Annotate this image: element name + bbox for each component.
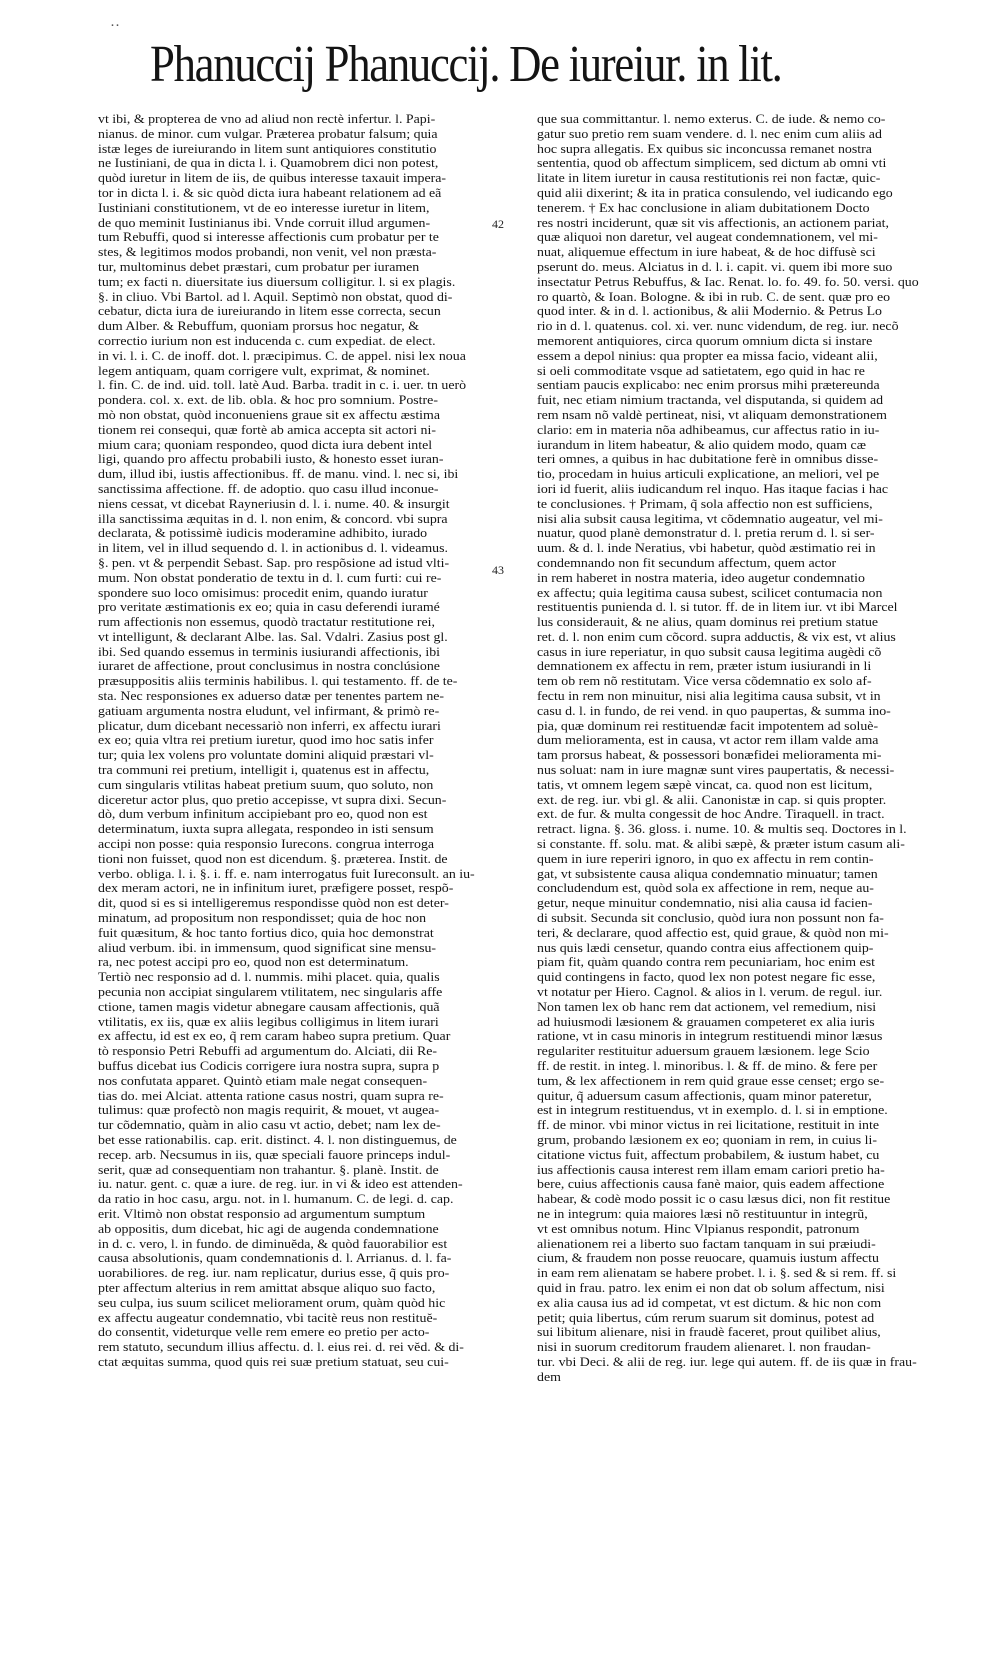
text-line: getur, neque minuitur condemnatio, nisi alia causa id facien- — [537, 896, 873, 911]
text-line: alienationem rei a liberto suo factam tanquam in sui præiudi- — [537, 1236, 876, 1251]
text-line: tio, procedam in huius articuli explicatione, an meliori, vel pe — [537, 467, 880, 482]
text-line: si oeli commoditate vsque ad satietatem, ego quid in hac re — [537, 363, 865, 378]
text-line: in litem, vel in illud sequendo d. l. in actionibus d. l. videamus. — [98, 541, 448, 556]
text-line: quem in iure reperiri ignoro, in quo ex affectu in rem contin- — [537, 851, 874, 866]
text-line: tor in dicta l. i. & sic quòd dicta iura habeant relationem ad eã — [98, 185, 442, 200]
text-line: mò non obstat, quòd inconueniens graue sit ex affectu æstima — [98, 407, 440, 422]
text-line: ctione, tamen magis videtur abnegare causam affectionis, quã — [98, 999, 440, 1014]
text-line: essem a depol ninius: qua propter ea missa facio, videant alii, — [537, 348, 878, 363]
margin-number: 42 — [492, 217, 504, 231]
text-line: tur, multominus debet præstari, cum probatur per iuramen — [98, 259, 420, 274]
text-line: vt ibi, & propterea de vno ad aliud non rectè infertur. l. Papi- — [98, 112, 436, 126]
text-line: quid contingens in facto, quod lex non potest negare fic esse, — [537, 970, 876, 985]
text-line: rem nsam nõ valdè pertineat, nisi, vt aliquam demonstrationem — [537, 407, 887, 422]
text-line: sententia, quod ob affectum simplicem, sed dictum ab omni vti — [537, 156, 887, 171]
text-line: lus considerauit, & ne alius, quam dominus rei pretium statue — [537, 615, 879, 630]
text-line: niens cessat, vt dicebat Rayneriusin d. l. i. nume. 40. & insurgit — [98, 496, 450, 511]
text-line: sui libitum alienare, nisi in fraudè faceret, prout quilibet alius, — [537, 1325, 881, 1340]
margin-number: 43 — [492, 563, 504, 577]
text-line: vt est omnibus notum. Hinc Vlpianus respondit, patronum — [537, 1221, 860, 1236]
text-line: ext. de fur. & multa congessit de hoc Andre. Tiraquell. in tract. — [537, 807, 885, 822]
text-line: tur. vbi Deci. & alii de reg. iur. lege qui autem. ff. de iis quæ in frau- — [537, 1354, 917, 1369]
text-line: si constante. ff. solu. mat. & alibi sæpè, & præter istum casum ali- — [537, 837, 905, 852]
text-line: quid in frau. patro. lex enim ei non dat ob solum affectum, nisi — [537, 1280, 885, 1295]
text-line: dit, quod si es si intelligeremus respondisse quòd non est deter- — [98, 896, 449, 911]
text-line: correctio iurium non est inducenda c. cum expediat. de elect. — [98, 333, 436, 348]
text-line: seu culpa, ius suum scilicet meliorament orum, quàm quòd hic — [98, 1295, 446, 1310]
text-line: quæ aliquoi non daretur, vel augeat condemnationem, vel mi- — [537, 230, 878, 245]
text-line: gatiuam argumenta nostra eludunt, vel infirmant, & primò re- — [98, 703, 440, 718]
text-line: dò, dum verbum infinitum accipiebant pro eo, quod non est — [98, 807, 428, 822]
text-line: casus in iure reperiatur, in quo subsit causa legitima augèdi cõ — [537, 644, 882, 659]
text-line: ex affectu augeatur condemnatio, vbi tacitè reus non restituĕ- — [98, 1310, 438, 1325]
text-line: ex alia causa ius ad id competat, vt est dictum. & hic non com — [537, 1295, 882, 1310]
text-line: vtilitatis, ex iis, quæ ex aliis legibus colligimus in litem iurari — [98, 1014, 439, 1029]
text-line: Iustiniani constitutionem, vt de eo interesse iuretur in litem, — [98, 200, 430, 215]
text-line: §. in cliuo. Vbi Bartol. ad l. Aquil. Septimò non obstat, quod di- — [98, 289, 453, 304]
text-line: gatur suo pretio rem suam vendere. d. l. nec enim cum aliis ad — [537, 126, 882, 141]
text-line: casu d. l. in fundo, de rei vend. in quo paupertas, & summa ino- — [537, 703, 891, 718]
text-line: erit. Vltimò non obstat responsio ad argumentum sumptum — [98, 1206, 426, 1221]
text-line: teri omnes, a quibus in hac dubitatione ferè in omnibus disse- — [537, 452, 879, 467]
text-line: ligi, quando pro affectu probabili iusto, & honesto esset iuran- — [98, 452, 444, 467]
text-line: l. fin. C. de ind. uid. toll. latè Aud. Barba. tradit in c. i. uer. tn uerò — [98, 378, 467, 393]
text-line: petit; quia libertus, cúm rerum suarum sit dominus, potest ad — [537, 1310, 875, 1325]
text-line: declarata, & potissimè iudicis moderamine adhibito, iurado — [98, 526, 428, 541]
text-line: ne in integrum: quia maiores læsi nõ restituuntur in integrũ, — [537, 1206, 868, 1221]
text-line: tò responsio Petri Rebuffi ad argumentum do. Alciati, dii Re- — [98, 1044, 438, 1059]
text-line: quod inter. & in d. l. actionibus, & alii Modernio. & Petrus Lo — [537, 304, 882, 319]
text-line: ret. d. l. non enim cum cõcord. supra adductis, & vix est, vt alius — [537, 629, 896, 644]
text-line: §. pen. vt & perpendit Sebast. Sap. pro respõsione ad istud vlti- — [98, 555, 450, 570]
text-line: tam prorsus habeat, & possessori bonæfidei melioramenta mi- — [537, 748, 882, 763]
text-line: do consentit, videturque velle rem emere eo pretio per acto- — [98, 1325, 430, 1340]
text-line: cium, & fraudem non posse reuocare, quamuis iustum affectu — [537, 1251, 879, 1266]
text-line: iori id fuerit, aliis iudicandum rel inquo. Has itaque facias i hac — [537, 481, 889, 496]
text-line: memorent antiquiores, circa quorum omnium dicta si instare — [537, 333, 873, 348]
text-line: nisi alia subsit causa legitima, vt cõdemnatio augeatur, vel mi- — [537, 511, 883, 526]
text-line: serit, quæ ad consequentiam non trahantur. §. planè. Instit. de — [98, 1162, 439, 1177]
text-line: quitur, q̃ aduersum casum affectionis, quam minor pateretur, — [537, 1088, 872, 1103]
text-line: vt notatur per Hiero. Cagnol. & alios in l. verum. de regul. iur. — [537, 985, 883, 1000]
text-line: causa absolutionis, quam condemnationis d. l. Arrianus. d. l. fa- — [98, 1251, 452, 1266]
text-line: ext. de reg. iur. vbi gl. & alii. Canonistæ in cap. si quis propter. — [537, 792, 887, 807]
text-line: tum, & lex affectionem in rem quid graue esse censet; ergo se- — [537, 1073, 885, 1088]
text-line: iuraret de affectione, prout conclusimus in nostra conclúsione — [98, 659, 440, 674]
text-line: insectatur Petrus Rebuffus, & Iac. Renat. lo. fo. 49. fo. 50. versi. quo — [537, 274, 919, 289]
text-line: rum affectionis non essemus, quodò tractatur restitutione rei, — [98, 615, 435, 630]
text-line: sanctissima affectione. ff. de adoptio. quo casu illud inconue- — [98, 481, 439, 496]
text-line: nus soluat: nam in iure magnæ sunt vires paupertatis, & necessi- — [537, 763, 895, 778]
text-line: tur; quia lex volens pro voluntate domini aliquid præstari vl- — [98, 748, 434, 763]
text-line: legem antiquam, quam corrigere vult, exprimat, & nominet. — [98, 363, 430, 378]
text-line: in d. c. vero, l. in fundo. de diminuĕda, & quòd fauorabilior est — [98, 1236, 448, 1251]
text-line: nus quis lædi censetur, quando contra eius affectionem quip- — [537, 940, 874, 955]
text-line: nisi in suorum creditorum fraudem alienaret. l. non fraudan- — [537, 1340, 871, 1355]
text-line: retract. ligna. §. 36. gloss. i. nume. 10. & multis seq. Doctores in l. — [537, 822, 907, 837]
text-line: demnationem ex affectu in rem, præter istum iusiurandi in li — [537, 659, 872, 674]
text-line: ff. de minor. vbi minor victus in rei licitatione, restituit in inte — [537, 1118, 880, 1133]
text-line: uorabiliores. de reg. iur. nam replicatur, durius esse, q̃ quis pro- — [98, 1266, 450, 1281]
text-line: dum Alber. & Rebuffum, quoniam prorsus hoc negatur, & — [98, 319, 420, 334]
text-line: Non tamen lex ob hanc rem dat actionem, vel remedium, nisi — [537, 999, 877, 1014]
text-line: bere, cuius affectionis causa fanè maior, quis eadem affectione — [537, 1177, 885, 1192]
text-line: aliud verbum. ibi. in immensum, quod significat sine mensu- — [98, 940, 437, 955]
text-line: mium cara; quoniam respondeo, quod dicta iura debent intel — [98, 437, 433, 452]
text-line: ibi. Sed quando essemus in terminis iusiurandi affectionis, ibi — [98, 644, 441, 659]
text-line: pter affectum alterius in rem amittat absque aliquo suo facto, — [98, 1280, 436, 1295]
text-line: que sua committantur. l. nemo exterus. C. de iude. & nemo co- — [537, 112, 886, 126]
text-line: ex affectu, id est ex eo, q̃ rem caram habeo supra pretium. Quar — [98, 1029, 451, 1044]
text-line: da ratio in hoc casu, argu. not. in l. humanum. C. de legi. d. cap. — [98, 1192, 454, 1207]
text-line: tias do. mei Alciat. attenta ratione casus nostri, quam supra re- — [98, 1088, 444, 1103]
text-line: nuatur, quod planè demonstratur d. l. pretia rerum d. l. si ser- — [537, 526, 875, 541]
text-line: sentiam paucis explicabo: nec enim prorsus mihi prætereunda — [537, 378, 880, 393]
text-line: cebatur, dicta iura de iureiurando in litem esse correcta, secun — [98, 304, 441, 319]
text-line: diceretur actor plus, quo pretio accepisse, vt supra dixi. Secun- — [98, 792, 447, 807]
text-line: Tertiò nec responsio ad d. l. nummis. mihi placet. quia, qualis — [98, 970, 440, 985]
text-line: condemnando non fit secundum affectum, quem actor — [537, 555, 837, 570]
text-line: citatione victus fuit, affectum probabilem, & iustum habet, cu — [537, 1147, 880, 1162]
text-line: iurandum in litem habeatur, & alio quidem modo, quam cæ — [537, 437, 866, 452]
text-line: rio in d. l. quatenus. col. xi. ver. nunc videndum, de reg. iur. necõ — [537, 319, 899, 334]
text-line: dum, illud ibi, iustis affectionibus. ff. de manu. vind. l. nec si, ibi — [98, 467, 459, 482]
text-line: in eam rem alienatam se habere probet. l. i. §. sed & si rem. ff. si — [537, 1266, 897, 1281]
text-line: ne Iustiniani, de qua in dicta l. i. Quamobrem dici non potest, — [98, 156, 439, 171]
text-line: res nostri inciderunt, quæ sit vis affectionis, an actionem pariat, — [537, 215, 889, 230]
text-line: plicatur, dum dicebant necessariò non inferri, ex affectu iurari — [98, 718, 441, 733]
text-line: fuit quæsitum, & hoc tanto fortius dico, quia hoc demonstrat — [98, 925, 434, 940]
text-line: est in integrum restituendus, vt in exemplo. d. l. si in emptione. — [537, 1103, 888, 1118]
right-column — [537, 112, 957, 1385]
text-line: nos confutata apparet. Quintò etiam male negat consequen- — [98, 1073, 428, 1088]
top-mark: ·· — [110, 18, 120, 34]
text-line: ab oppositis, dum dicebat, hic agi de augenda condemnatione — [98, 1221, 439, 1236]
text-line: mum. Non obstat ponderatio de textu in d. l. cum furti: cui re- — [98, 570, 442, 585]
text-line: tionem rei consequi, quæ fortè ab amica accepta sit actori ni- — [98, 422, 436, 437]
text-line: quid alii dixerint; & ita in pratica consulendo, vel iudicando ego — [537, 185, 893, 200]
text-line: nuat, aliquemue effectum in iure habeat, & de hoc diffusè sci — [537, 245, 876, 260]
text-line: te conclusiones. † Primam, q̃ sola affectio non est sufficiens, — [537, 496, 873, 511]
running-head: Phanuccij Phanuccij. De iureiur. in lit. — [150, 36, 782, 93]
text-line: in rem haberet in nostra materia, ideo augetur condemnatio — [537, 570, 865, 585]
text-line: fuit, nec etiam nimium tractanda, vel disputanda, si quidem ad — [537, 393, 884, 408]
text-line: pserunt do. meus. Alciatus in d. l. i. capit. vi. quem ibi more suo — [537, 259, 893, 274]
text-line: concludendum est, quòd sola ex affectione in rem, neque au- — [537, 881, 874, 896]
text-line: ex affectu; quia legitima causa subest, scilicet contumacia non — [537, 585, 883, 600]
text-line: tra communi rei pretium, intelligit i, quatenus est in affectu, — [98, 763, 430, 778]
text-line: accipi non posse: quia responsio Iurecons. congrua interroga — [98, 837, 435, 852]
text-line: habear, & codè modo possit ic o casu læsus dici, non fit restitue — [537, 1192, 891, 1207]
text-line: istæ leges de iureiurando in litem sunt antiquiores constitutio — [98, 141, 437, 156]
text-line: ro quartò, & Ioan. Bologne. & ibi in rub. C. de sent. quæ pro eo — [537, 289, 891, 304]
text-line: restituentis punienda d. l. si tutor. ff. de in litem iur. vt ibi Marcel — [537, 600, 898, 615]
text-line: quòd iuretur in litem de iis, de quibus interesse taxauit impera- — [98, 171, 447, 186]
text-line: de quo meminit Iustinianus ibi. Vnde corruit illud argumen- — [98, 215, 431, 230]
text-line: tum; ex facti n. diuersitate ius diuersum colligitur. l. si ex plagis. — [98, 274, 456, 289]
text-line: piam fit, quàm quando contra rem pecuniariam, hoc enim est — [537, 955, 875, 970]
text-line: litate in litem iuretur in causa restitutionis rei non factæ, quic- — [537, 171, 881, 186]
text-line: dum melioramenta, est in causa, vt actor rem illam valde ama — [537, 733, 879, 748]
text-line: buffus dicebat ius Codicis corrigere iura nostra supra, supra p — [98, 1059, 440, 1073]
text-line: ra, nec potest accipi pro eo, quod non est determinatum. — [98, 955, 409, 970]
text-line: pia, quæ dominum rei restituendæ facit impotentem ad soluè- — [537, 718, 879, 733]
text-line: iu. natur. gent. c. quæ a iure. de reg. iur. in vi & ideo est attenden- — [98, 1177, 463, 1192]
text-line: minatum, ad propositum non respondisset; quia de hoc non — [98, 911, 427, 926]
text-line: dex meram actori, ne in infinitum iuret, præfigere posset, respõ- — [98, 881, 454, 896]
text-line: spondere suo loco omisimus: procedit enim, quando iuratur — [98, 585, 428, 600]
text-line: nianus. de minor. cum vulgar. Præterea probatur falsum; quia — [98, 126, 438, 141]
text-line: ff. de restit. in integ. l. minoribus. l. & ff. de mino. & fere per — [537, 1059, 878, 1073]
text-line: uum. & d. l. inde Neratius, vbi habetur, quòd æstimatio rei in — [537, 541, 876, 556]
left-column — [98, 112, 513, 1370]
text-line: tulimus: quæ profectò non magis requirit, & mouet, vt augea- — [98, 1103, 440, 1118]
text-line: bet esse rationabilis. cap. erit. distinct. 4. l. non distinguemus, de — [98, 1132, 457, 1147]
text-line: determinatum, iuxta supra allegata, respondeo in isti sensum — [98, 822, 434, 837]
text-line: ex eo; quia vltra rei pretium iuretur, quod imo hoc satis infer — [98, 733, 434, 748]
text-line: grum, probando læsionem ex eo; quoniam in rem, in cuius li- — [537, 1132, 877, 1147]
text-line: rem statuto, secundum illius affectu. d. l. eius rei. d. rei vĕd. & di- — [98, 1340, 464, 1355]
text-line: tioni non fuisset, quod non est dicendum. §. præterea. Instit. de — [98, 851, 448, 866]
text-line: ctat æquitas summa, quod quis rei suæ pretium statuat, seu cui- — [98, 1354, 449, 1369]
text-line: fectu in rem non minuitur, nisi alia legitima causa subsit, vt in — [537, 689, 881, 704]
text-line: tem ob rem nõ restitutam. Vice versa cõdemnatio ex solo af- — [537, 674, 872, 689]
text-line: præsuppositis aliis terminis habilibus. l. qui testamento. ff. de te- — [98, 674, 458, 689]
text-line: clario: em in materia nõa adhibeamus, cur affectus ratio in iu- — [537, 422, 880, 437]
text-line: illa sanctissima æquitas in d. l. non enim, & concord. vbi supra — [98, 511, 448, 526]
text-line: sta. Nec responsiones ex aduerso datæ per tenentes partem ne- — [98, 689, 445, 704]
text-line: vt intelligunt, & declarant Albe. las. Sal. Vdalri. Zasius post gl. — [98, 629, 448, 644]
text-line: tum Rebuffi, quod si interesse affectionis cum probatur per te — [98, 230, 439, 245]
text-line: verbo. obliga. l. i. §. i. ff. e. nam interrogatus fuit Iureconsult. an iu- — [98, 866, 475, 881]
text-line: ius affectionis causa interest rem illam emam cariori pretio ha- — [537, 1162, 885, 1177]
text-line: dem — [537, 1369, 561, 1384]
text-line: di subsit. Secunda sit conclusio, quòd iura non possunt non fa- — [537, 911, 884, 926]
text-line: teri, & declarare, quod affectio est, quid graue, & quòd non mi- — [537, 925, 889, 940]
text-line: tur cõdemnatio, quàm in alio casu vt actio, debet; nam lex de- — [98, 1118, 441, 1133]
text-line: stes, & legitimos modos probandi, non venit, vel non præsta- — [98, 245, 437, 260]
text-line: ad huiusmodi læsionem & grauamen competeret ex alia iuris — [537, 1014, 875, 1029]
text-line: recep. arb. Necsumus in iis, quæ speciali fauore princeps indul- — [98, 1147, 451, 1162]
text-line: in vi. l. i. C. de inoff. dot. l. præcipimus. C. de appel. nisi lex noua — [98, 348, 466, 363]
text-line: tenerem. † Ex hac conclusione in aliam dubitationem Docto — [537, 200, 870, 215]
text-line: hoc supra allegatis. Ex quibus sic inconcussa remanet nostra — [537, 141, 872, 156]
text-line: pondera. col. x. ext. de lib. obla. & hoc pro somnium. Postre- — [98, 393, 438, 408]
text-line: regulariter restituitur aduersum grauem læsionem. lege Scio — [537, 1044, 870, 1059]
text-line: tatis, vt omnem legem sæpè vincat, ca. quod non est licitum, — [537, 777, 873, 792]
text-line: pro veritate æstimationis ex eo; quia in casu deferendi iuramé — [98, 600, 440, 615]
text-line: pecunia non accipiat singularem vtilitatem, nec singularis affe — [98, 985, 443, 1000]
text-line: ratione, vt in casu minoris in integrum restituendi minor læsus — [537, 1029, 883, 1044]
text-line: cum singularis vtilitas habeat pretium suum, quo soluto, non — [98, 777, 434, 792]
text-line: gat, vt subsistente causa aliqua condemnatio minuatur; tamen — [537, 866, 878, 881]
